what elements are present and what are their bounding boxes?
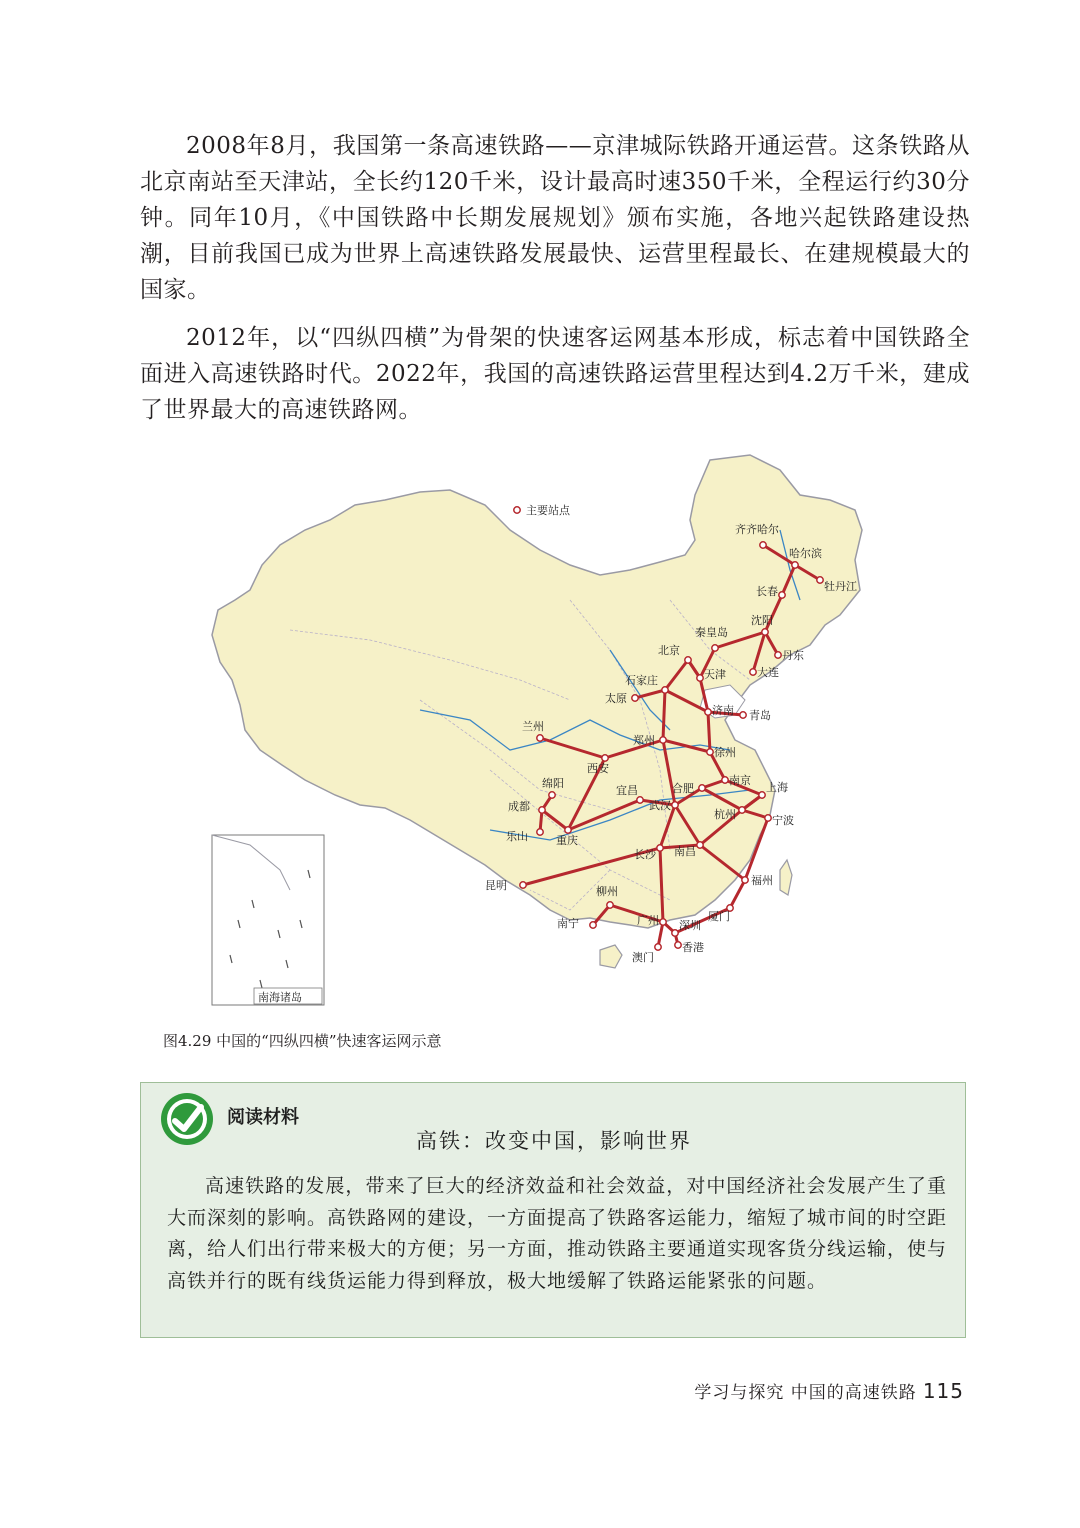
city-label-shanghai: 上海 [766, 781, 788, 794]
reading-material-body: 高速铁路的发展，带来了巨大的经济效益和社会效益，对中国经济社会发展产生了重大而深刻的影响。高铁路网的建设，一方面提高了铁路客运能力，缩短了城市间的时空距离，给人们出行带来极大的方便；另一方面，推动铁路主要通道实现客货分线运输，使与高铁并行的既有线货运能力得到释放，极大地缓解了铁路运能紧张的问题。 [167, 1175, 948, 1292]
station-marker-dandong [775, 652, 781, 658]
station-marker-nanchang [697, 842, 703, 848]
station-marker-xuzhou [707, 749, 713, 755]
city-label-mudanjiang: 牡丹江 [824, 580, 857, 593]
city-label-liuzhou: 柳州 [596, 885, 618, 898]
china-railway-map [190, 450, 880, 1020]
station-marker-yichang [637, 797, 643, 803]
station-marker-zhengzhou [660, 737, 666, 743]
station-marker-wuhan [672, 802, 678, 808]
city-label-ningbo: 宁波 [772, 814, 794, 827]
city-label-hongkong: 香港 [682, 941, 704, 954]
city-label-tianjin: 天津 [704, 668, 726, 681]
city-label-mianyang: 绵阳 [542, 777, 564, 790]
city-label-shenyang: 沈阳 [751, 614, 773, 627]
station-marker-beijing [685, 657, 691, 663]
map-legend [514, 503, 571, 517]
body-paragraph-2: 2012年，以“四纵四横”为骨架的快速客运网基本形成，标志着中国铁路全面进入高速铁路时代。2022年，我国的高速铁路运营里程达到4.2万千米，建成了世界最大的高速铁路网。 [140, 325, 970, 423]
reading-material-title: 高铁：改变中国，影响世界 [416, 1129, 692, 1153]
city-label-shijiazhuang: 石家庄 [625, 674, 658, 687]
figure-caption: 图4.29 中国的“四纵四横”快速客运网示意 [163, 1032, 442, 1050]
station-marker-macau [655, 944, 661, 950]
station-marker-hangzhou [739, 807, 745, 813]
city-label-hangzhou: 杭州 [714, 808, 736, 821]
city-label-beijing: 北京 [658, 644, 680, 657]
city-label-chengdu: 成都 [508, 800, 530, 813]
city-label-taiyuan: 太原 [605, 692, 627, 705]
station-marker-fuzhou [742, 877, 748, 883]
city-label-kunming: 昆明 [485, 879, 507, 892]
city-label-xian: 西安 [587, 762, 609, 775]
station-marker-shenzhen [672, 930, 678, 936]
legend-station-symbol [514, 507, 520, 513]
city-label-macau: 澳门 [632, 951, 654, 964]
station-marker-ningbo [765, 815, 771, 821]
city-label-yichang: 宜昌 [616, 784, 638, 797]
city-label-xiamen: 厦门 [708, 910, 730, 923]
city-label-qinhuangdao: 秦皇岛 [695, 626, 728, 639]
station-marker-shijiazhuang [662, 687, 668, 693]
reading-material-box [140, 1082, 966, 1338]
hainan-island [600, 945, 622, 968]
station-marker-shenyang [762, 629, 768, 635]
station-marker-kunming [520, 882, 526, 888]
station-marker-qingdao [740, 712, 746, 718]
station-marker-changsha [657, 845, 663, 851]
station-marker-xian [602, 755, 608, 761]
station-marker-dalian [750, 669, 756, 675]
page-footer [694, 1378, 964, 1403]
city-label-hefei: 合肥 [672, 782, 694, 795]
taiwan-island [780, 860, 792, 895]
city-label-qingdao: 青岛 [749, 709, 771, 722]
station-marker-chongqing [565, 827, 571, 833]
station-marker-tianjin [697, 675, 703, 681]
station-marker-qinhuangdao [712, 645, 718, 651]
city-label-harbin: 哈尔滨 [789, 547, 822, 560]
city-label-nanning: 南宁 [557, 917, 579, 930]
station-marker-mianyang [549, 792, 555, 798]
station-marker-leshan [537, 829, 543, 835]
station-marker-changchun [779, 592, 785, 598]
station-marker-taiyuan [632, 695, 638, 701]
south-china-sea-inset [212, 835, 324, 1005]
city-label-chongqing: 重庆 [556, 834, 578, 847]
city-label-shenzhen: 深圳 [679, 919, 701, 932]
city-label-jinan: 济南 [712, 704, 734, 717]
station-marker-nanning [590, 922, 596, 928]
station-marker-guangzhou [660, 919, 666, 925]
city-label-zhengzhou: 郑州 [633, 734, 655, 747]
city-label-fuzhou: 福州 [751, 874, 773, 887]
city-label-nanchang: 南昌 [674, 845, 696, 858]
body-paragraph-1: 2008年8月，我国第一条高速铁路——京津城际铁路开通运营。这条铁路从北京南站至天津站，全长约120千米，设计最高时速350千米，全程运行约30分钟。同年10月，《中国铁路中长期发展规划》颁布实施，各地兴起铁路建设热潮，目前我国已成为世界上高速铁路发展最快、运营里程最长、在建规模最大的国家。 [140, 133, 970, 303]
station-marker-jinan [705, 709, 711, 715]
city-label-xuzhou: 徐州 [714, 746, 736, 759]
station-marker-lanzhou [537, 735, 543, 741]
station-marker-hongkong [675, 942, 681, 948]
station-marker-qiqihar [760, 542, 766, 548]
station-marker-hefei [699, 785, 705, 791]
city-label-leshan: 乐山 [506, 830, 528, 843]
city-label-dalian: 大连 [757, 666, 779, 679]
city-label-dandong: 丹东 [782, 649, 804, 662]
city-label-guangzhou: 广州 [637, 914, 659, 927]
page-number: 115 [922, 1379, 964, 1403]
city-label-lanzhou: 兰州 [522, 720, 544, 733]
station-marker-liuzhou [607, 902, 613, 908]
city-label-nanjing: 南京 [729, 774, 751, 787]
station-marker-shanghai [759, 792, 765, 798]
city-label-wuhan: 武汉 [649, 799, 671, 812]
station-marker-nanjing [722, 777, 728, 783]
reading-material-label: 阅读材料 [227, 1107, 299, 1128]
legend-label: 主要站点 [526, 504, 570, 517]
station-marker-harbin [792, 562, 798, 568]
city-label-qiqihar: 齐齐哈尔 [735, 523, 779, 536]
city-label-changsha: 长沙 [634, 848, 656, 861]
station-marker-chengdu [539, 807, 545, 813]
footer-running-title: 学习与探究 中国的高速铁路 [694, 1383, 917, 1403]
city-label-changchun: 长春 [756, 585, 778, 598]
station-marker-mudanjiang [817, 577, 823, 583]
inset-label: 南海诸岛 [258, 991, 302, 1004]
